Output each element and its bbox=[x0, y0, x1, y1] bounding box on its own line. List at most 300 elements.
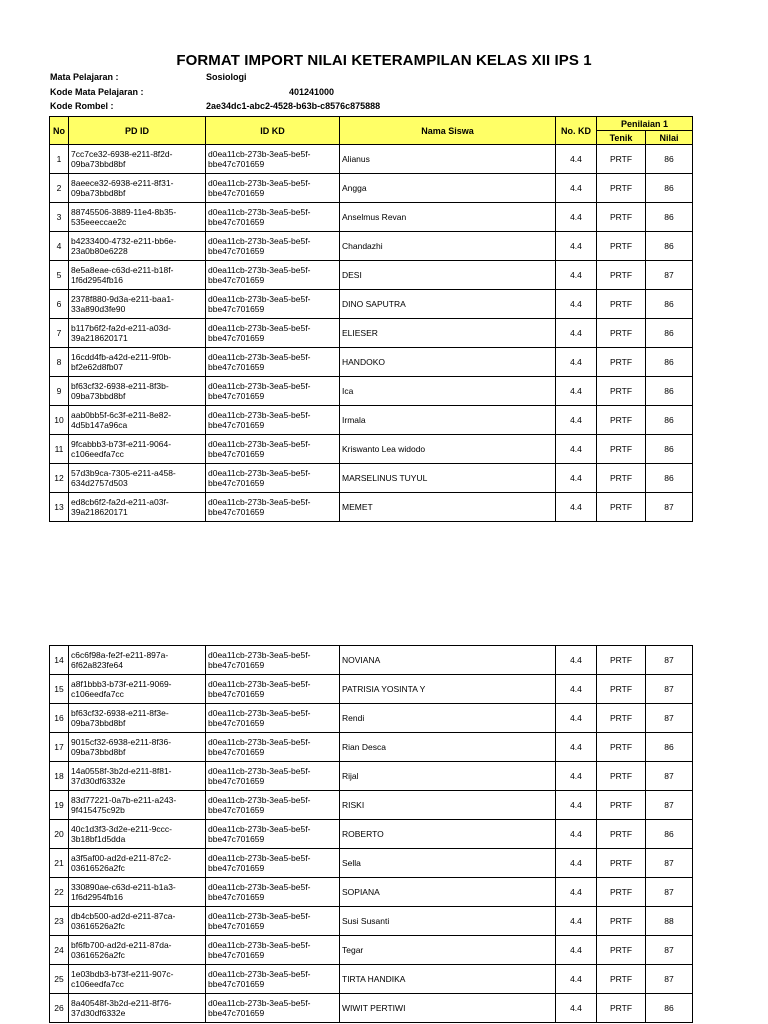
row-id-kd-line: d0ea11cb-273b-3ea5-be5f- bbox=[208, 294, 311, 304]
row-nilai: 86 bbox=[646, 145, 693, 174]
row-id-kd-line: d0ea11cb-273b-3ea5-be5f- bbox=[208, 352, 311, 362]
header-nama-siswa: Nama Siswa bbox=[340, 117, 556, 145]
row-pd-id bbox=[69, 733, 206, 762]
row-teknik: PRTF bbox=[597, 762, 646, 791]
row-no: 2 bbox=[50, 174, 69, 203]
row-pd-id-line: 03616526a2fc bbox=[71, 950, 125, 960]
row-pd-id-line: bf63cf32-6938-e211-8f3b- bbox=[71, 381, 169, 391]
row-teknik: PRTF bbox=[597, 435, 646, 464]
row-no-kd: 4.4 bbox=[556, 435, 597, 464]
row-nama-siswa: Rian Desca bbox=[340, 733, 556, 762]
row-id-kd-line: bbe47c701659 bbox=[208, 979, 265, 989]
row-id-kd bbox=[206, 232, 340, 261]
row-no: 6 bbox=[50, 290, 69, 319]
row-pd-id-line: 330890ae-c63d-e211-b1a3- bbox=[71, 882, 176, 892]
row-pd-id-line: b117b6f2-fa2d-e211-a03d- bbox=[71, 323, 171, 333]
row-nama-siswa: Irmala bbox=[340, 406, 556, 435]
row-id-kd-line: bbe47c701659 bbox=[208, 188, 265, 198]
row-no-kd: 4.4 bbox=[556, 733, 597, 762]
row-nilai: 87 bbox=[646, 791, 693, 820]
row-no: 3 bbox=[50, 203, 69, 232]
row-no-kd: 4.4 bbox=[556, 762, 597, 791]
row-no: 11 bbox=[50, 435, 69, 464]
row-pd-id bbox=[69, 232, 206, 261]
row-id-kd-line: bbe47c701659 bbox=[208, 420, 265, 430]
table-row bbox=[50, 406, 693, 435]
table-row bbox=[50, 464, 693, 493]
row-no: 4 bbox=[50, 232, 69, 261]
row-id-kd-line: d0ea11cb-273b-3ea5-be5f- bbox=[208, 940, 311, 950]
row-nilai: 86 bbox=[646, 406, 693, 435]
row-pd-id bbox=[69, 319, 206, 348]
row-id-kd bbox=[206, 762, 340, 791]
row-pd-id bbox=[69, 145, 206, 174]
row-nilai: 86 bbox=[646, 232, 693, 261]
row-nilai: 87 bbox=[646, 965, 693, 994]
row-pd-id-line: 9015cf32-6938-e211-8f36- bbox=[71, 737, 172, 747]
row-id-kd-line: d0ea11cb-273b-3ea5-be5f- bbox=[208, 265, 311, 275]
row-no-kd: 4.4 bbox=[556, 203, 597, 232]
row-id-kd bbox=[206, 646, 340, 675]
row-pd-id bbox=[69, 849, 206, 878]
row-id-kd-line: d0ea11cb-273b-3ea5-be5f- bbox=[208, 795, 311, 805]
row-id-kd bbox=[206, 203, 340, 232]
row-no-kd: 4.4 bbox=[556, 348, 597, 377]
row-id-kd-line: bbe47c701659 bbox=[208, 660, 265, 670]
row-no: 7 bbox=[50, 319, 69, 348]
row-nama-siswa: HANDOKO bbox=[340, 348, 556, 377]
row-nilai: 87 bbox=[646, 878, 693, 907]
table-row bbox=[50, 878, 693, 907]
row-nilai: 86 bbox=[646, 733, 693, 762]
row-id-kd-line: bbe47c701659 bbox=[208, 449, 265, 459]
row-nama-siswa: PATRISIA YOSINTA Y bbox=[340, 675, 556, 704]
row-no-kd: 4.4 bbox=[556, 820, 597, 849]
row-teknik: PRTF bbox=[597, 965, 646, 994]
row-no: 25 bbox=[50, 965, 69, 994]
row-teknik: PRTF bbox=[597, 174, 646, 203]
table-row bbox=[50, 791, 693, 820]
row-id-kd-line: bbe47c701659 bbox=[208, 950, 265, 960]
row-pd-id-line: db4cb500-ad2d-e211-87ca- bbox=[71, 911, 176, 921]
row-id-kd bbox=[206, 145, 340, 174]
row-id-kd bbox=[206, 377, 340, 406]
row-nilai: 86 bbox=[646, 994, 693, 1023]
row-id-kd bbox=[206, 435, 340, 464]
row-id-kd-line: d0ea11cb-273b-3ea5-be5f- bbox=[208, 381, 311, 391]
row-pd-id bbox=[69, 762, 206, 791]
row-teknik: PRTF bbox=[597, 377, 646, 406]
header-pd-id: PD ID bbox=[69, 117, 206, 145]
row-no-kd: 4.4 bbox=[556, 464, 597, 493]
row-id-kd-line: bbe47c701659 bbox=[208, 747, 265, 757]
row-no-kd: 4.4 bbox=[556, 406, 597, 435]
row-no: 22 bbox=[50, 878, 69, 907]
table-row bbox=[50, 849, 693, 878]
row-id-kd-line: d0ea11cb-273b-3ea5-be5f- bbox=[208, 679, 311, 689]
row-pd-id bbox=[69, 348, 206, 377]
row-no: 14 bbox=[50, 646, 69, 675]
row-pd-id-line: 03616526a2fc bbox=[71, 921, 125, 931]
row-id-kd bbox=[206, 704, 340, 733]
row-pd-id-line: 7cc7ce32-6938-e211-8f2d- bbox=[71, 149, 173, 159]
row-no-kd: 4.4 bbox=[556, 261, 597, 290]
row-pd-id-line: bf63cf32-6938-e211-8f3e- bbox=[71, 708, 169, 718]
row-pd-id-line: 14a0558f-3b2d-e211-8f81- bbox=[71, 766, 172, 776]
row-nilai: 87 bbox=[646, 849, 693, 878]
mapel-label: Mata Pelajaran : bbox=[50, 72, 119, 82]
row-nama-siswa: Rijal bbox=[340, 762, 556, 791]
row-id-kd bbox=[206, 791, 340, 820]
row-id-kd bbox=[206, 849, 340, 878]
row-pd-id bbox=[69, 435, 206, 464]
table-row bbox=[50, 174, 693, 203]
row-no-kd: 4.4 bbox=[556, 791, 597, 820]
row-pd-id bbox=[69, 936, 206, 965]
row-id-kd bbox=[206, 994, 340, 1023]
row-id-kd bbox=[206, 965, 340, 994]
table-row bbox=[50, 994, 693, 1023]
row-pd-id-line: 8e5a8eae-c63d-e211-b18f- bbox=[71, 265, 174, 275]
row-pd-id-line: aab0bb5f-6c3f-e211-8e82- bbox=[71, 410, 172, 420]
row-no-kd: 4.4 bbox=[556, 290, 597, 319]
row-id-kd bbox=[206, 174, 340, 203]
row-no-kd: 4.4 bbox=[556, 675, 597, 704]
grades-table-page-1 bbox=[49, 116, 693, 522]
table-row bbox=[50, 232, 693, 261]
row-no: 13 bbox=[50, 493, 69, 522]
row-id-kd-line: bbe47c701659 bbox=[208, 478, 265, 488]
row-nama-siswa: Susi Susanti bbox=[340, 907, 556, 936]
table-row bbox=[50, 646, 693, 675]
table-row bbox=[50, 762, 693, 791]
row-no: 19 bbox=[50, 791, 69, 820]
row-nilai: 87 bbox=[646, 261, 693, 290]
row-teknik: PRTF bbox=[597, 791, 646, 820]
table-row bbox=[50, 907, 693, 936]
row-id-kd-line: d0ea11cb-273b-3ea5-be5f- bbox=[208, 737, 311, 747]
row-pd-id bbox=[69, 406, 206, 435]
row-id-kd-line: bbe47c701659 bbox=[208, 863, 265, 873]
row-nilai: 87 bbox=[646, 936, 693, 965]
table-row bbox=[50, 290, 693, 319]
row-nilai: 87 bbox=[646, 675, 693, 704]
row-id-kd bbox=[206, 319, 340, 348]
row-id-kd-line: d0ea11cb-273b-3ea5-be5f- bbox=[208, 998, 311, 1008]
row-nilai: 86 bbox=[646, 377, 693, 406]
kode-mapel-label: Kode Mata Pelajaran : bbox=[50, 87, 144, 97]
row-nama-siswa: Tegar bbox=[340, 936, 556, 965]
row-nilai: 86 bbox=[646, 435, 693, 464]
row-nama-siswa: Chandazhi bbox=[340, 232, 556, 261]
table-row bbox=[50, 965, 693, 994]
row-id-kd-line: d0ea11cb-273b-3ea5-be5f- bbox=[208, 824, 311, 834]
row-id-kd-line: bbe47c701659 bbox=[208, 805, 265, 815]
row-id-kd bbox=[206, 936, 340, 965]
row-id-kd-line: d0ea11cb-273b-3ea5-be5f- bbox=[208, 439, 311, 449]
row-pd-id-line: c6c6f98a-fe2f-e211-897a- bbox=[71, 650, 169, 660]
row-pd-id bbox=[69, 174, 206, 203]
row-nama-siswa: NOVIANA bbox=[340, 646, 556, 675]
row-pd-id bbox=[69, 704, 206, 733]
row-id-kd bbox=[206, 348, 340, 377]
row-no: 21 bbox=[50, 849, 69, 878]
row-pd-id-line: 03616526a2fc bbox=[71, 863, 125, 873]
row-pd-id-line: c106eedfa7cc bbox=[71, 979, 124, 989]
row-id-kd bbox=[206, 493, 340, 522]
row-id-kd-line: bbe47c701659 bbox=[208, 718, 265, 728]
row-pd-id-line: 8a40548f-3b2d-e211-8f76- bbox=[71, 998, 172, 1008]
row-id-kd bbox=[206, 261, 340, 290]
row-pd-id bbox=[69, 820, 206, 849]
row-pd-id-line: 634d2757d503 bbox=[71, 478, 128, 488]
row-teknik: PRTF bbox=[597, 849, 646, 878]
header-penilaian: Penilaian 1 bbox=[597, 117, 693, 131]
row-id-kd bbox=[206, 907, 340, 936]
page-title: FORMAT IMPORT NILAI KETERAMPILAN KELAS XII IPS 1 bbox=[176, 52, 592, 69]
row-id-kd-line: bbe47c701659 bbox=[208, 217, 265, 227]
row-no-kd: 4.4 bbox=[556, 965, 597, 994]
row-nilai: 86 bbox=[646, 203, 693, 232]
table-row bbox=[50, 733, 693, 762]
row-id-kd bbox=[206, 878, 340, 907]
table-row bbox=[50, 348, 693, 377]
row-no: 8 bbox=[50, 348, 69, 377]
row-no: 5 bbox=[50, 261, 69, 290]
row-id-kd-line: bbe47c701659 bbox=[208, 776, 265, 786]
row-nama-siswa: Ica bbox=[340, 377, 556, 406]
row-no-kd: 4.4 bbox=[556, 994, 597, 1023]
row-no-kd: 4.4 bbox=[556, 232, 597, 261]
row-id-kd-line: d0ea11cb-273b-3ea5-be5f- bbox=[208, 178, 311, 188]
row-id-kd bbox=[206, 675, 340, 704]
row-no-kd: 4.4 bbox=[556, 849, 597, 878]
row-pd-id-line: 37d30df6332e bbox=[71, 1008, 126, 1018]
row-teknik: PRTF bbox=[597, 232, 646, 261]
row-no: 15 bbox=[50, 675, 69, 704]
row-pd-id-line: 09ba73bbd8bf bbox=[71, 391, 126, 401]
row-pd-id-line: 23a0b80e6228 bbox=[71, 246, 128, 256]
row-nama-siswa: Sella bbox=[340, 849, 556, 878]
row-nilai: 88 bbox=[646, 907, 693, 936]
row-id-kd-line: d0ea11cb-273b-3ea5-be5f- bbox=[208, 911, 311, 921]
rombel-value: 2ae34dc1-abc2-4528-b63b-c8576c875888 bbox=[206, 101, 381, 111]
mapel-value: Sosiologi bbox=[206, 72, 247, 82]
row-pd-id bbox=[69, 493, 206, 522]
row-pd-id bbox=[69, 261, 206, 290]
row-pd-id-line: 1f6d2954fb16 bbox=[71, 892, 123, 902]
row-id-kd-line: bbe47c701659 bbox=[208, 921, 265, 931]
row-pd-id bbox=[69, 994, 206, 1023]
row-no-kd: 4.4 bbox=[556, 493, 597, 522]
row-pd-id-line: 4d5b147a96ca bbox=[71, 420, 128, 430]
row-no-kd: 4.4 bbox=[556, 704, 597, 733]
row-nama-siswa: SOPIANA bbox=[340, 878, 556, 907]
row-no: 12 bbox=[50, 464, 69, 493]
row-id-kd-line: d0ea11cb-273b-3ea5-be5f- bbox=[208, 497, 311, 507]
table-row bbox=[50, 675, 693, 704]
row-no: 20 bbox=[50, 820, 69, 849]
row-nama-siswa: RISKI bbox=[340, 791, 556, 820]
row-nama-siswa: MEMET bbox=[340, 493, 556, 522]
header-teknik: Tenik bbox=[597, 131, 646, 145]
row-id-kd-line: bbe47c701659 bbox=[208, 275, 265, 285]
row-id-kd-line: bbe47c701659 bbox=[208, 689, 265, 699]
row-nilai: 86 bbox=[646, 820, 693, 849]
row-id-kd-line: d0ea11cb-273b-3ea5-be5f- bbox=[208, 468, 311, 478]
row-pd-id-line: 9fcabbb3-b73f-e211-9064- bbox=[71, 439, 172, 449]
row-pd-id bbox=[69, 675, 206, 704]
row-pd-id-line: a8f1bbb3-b73f-e211-9069- bbox=[71, 679, 172, 689]
row-teknik: PRTF bbox=[597, 704, 646, 733]
row-nama-siswa: ELIESER bbox=[340, 319, 556, 348]
row-id-kd bbox=[206, 290, 340, 319]
kode-mapel-value: 401241000 bbox=[289, 87, 335, 97]
row-teknik: PRTF bbox=[597, 145, 646, 174]
table-row bbox=[50, 936, 693, 965]
row-pd-id-line: 3b18bf1d5dda bbox=[71, 834, 126, 844]
row-no: 17 bbox=[50, 733, 69, 762]
row-pd-id-line: bf2e62d8fb07 bbox=[71, 362, 123, 372]
row-id-kd-line: d0ea11cb-273b-3ea5-be5f- bbox=[208, 410, 311, 420]
row-nilai: 87 bbox=[646, 493, 693, 522]
row-no: 10 bbox=[50, 406, 69, 435]
row-pd-id-line: bf6fb700-ad2d-e211-87da- bbox=[71, 940, 172, 950]
row-pd-id-line: 83d77221-0a7b-e211-a243- bbox=[71, 795, 177, 805]
table-row bbox=[50, 435, 693, 464]
row-no-kd: 4.4 bbox=[556, 907, 597, 936]
row-id-kd-line: d0ea11cb-273b-3ea5-be5f- bbox=[208, 969, 311, 979]
row-pd-id-line: 2378f880-9d3a-e211-baa1- bbox=[71, 294, 174, 304]
table-row bbox=[50, 704, 693, 733]
row-nama-siswa: Alianus bbox=[340, 145, 556, 174]
row-teknik: PRTF bbox=[597, 878, 646, 907]
row-pd-id-line: 535eeeccae2c bbox=[71, 217, 127, 227]
table-row bbox=[50, 319, 693, 348]
row-teknik: PRTF bbox=[597, 820, 646, 849]
row-pd-id bbox=[69, 878, 206, 907]
row-nama-siswa: Angga bbox=[340, 174, 556, 203]
row-teknik: PRTF bbox=[597, 675, 646, 704]
row-nama-siswa: MARSELINUS TUYUL bbox=[340, 464, 556, 493]
row-teknik: PRTF bbox=[597, 907, 646, 936]
row-pd-id bbox=[69, 464, 206, 493]
row-id-kd bbox=[206, 733, 340, 762]
row-id-kd-line: d0ea11cb-273b-3ea5-be5f- bbox=[208, 149, 311, 159]
row-nama-siswa: DINO SAPUTRA bbox=[340, 290, 556, 319]
row-nilai: 86 bbox=[646, 290, 693, 319]
header-id-kd: ID KD bbox=[206, 117, 340, 145]
row-no-kd: 4.4 bbox=[556, 878, 597, 907]
row-id-kd-line: bbe47c701659 bbox=[208, 892, 265, 902]
row-no-kd: 4.4 bbox=[556, 936, 597, 965]
row-id-kd bbox=[206, 820, 340, 849]
row-pd-id-line: b4233400-4732-e211-bb6e- bbox=[71, 236, 177, 246]
row-pd-id-line: 57d3b9ca-7305-e211-a458- bbox=[71, 468, 176, 478]
row-teknik: PRTF bbox=[597, 733, 646, 762]
row-id-kd-line: bbe47c701659 bbox=[208, 834, 265, 844]
row-teknik: PRTF bbox=[597, 406, 646, 435]
row-teknik: PRTF bbox=[597, 261, 646, 290]
rombel-label: Kode Rombel : bbox=[50, 101, 114, 111]
row-pd-id-line: 16cdd4fb-a42d-e211-9f0b- bbox=[71, 352, 172, 362]
row-id-kd-line: bbe47c701659 bbox=[208, 362, 265, 372]
row-pd-id-line: 1f6d2954fb16 bbox=[71, 275, 123, 285]
row-nilai: 87 bbox=[646, 704, 693, 733]
row-id-kd-line: bbe47c701659 bbox=[208, 507, 265, 517]
row-pd-id bbox=[69, 377, 206, 406]
row-id-kd-line: bbe47c701659 bbox=[208, 159, 265, 169]
row-nilai: 86 bbox=[646, 348, 693, 377]
row-no-kd: 4.4 bbox=[556, 377, 597, 406]
row-pd-id-line: 9f415475c92b bbox=[71, 805, 125, 815]
row-pd-id bbox=[69, 965, 206, 994]
row-pd-id-line: 09ba73bbd8bf bbox=[71, 188, 126, 198]
row-id-kd-line: d0ea11cb-273b-3ea5-be5f- bbox=[208, 650, 311, 660]
row-teknik: PRTF bbox=[597, 994, 646, 1023]
row-no: 1 bbox=[50, 145, 69, 174]
row-id-kd-line: bbe47c701659 bbox=[208, 333, 265, 343]
row-id-kd-line: d0ea11cb-273b-3ea5-be5f- bbox=[208, 236, 311, 246]
header-nilai: Nilai bbox=[646, 131, 693, 145]
table-row bbox=[50, 203, 693, 232]
row-id-kd-line: d0ea11cb-273b-3ea5-be5f- bbox=[208, 766, 311, 776]
row-pd-id-line: c106eedfa7cc bbox=[71, 689, 124, 699]
row-pd-id-line: 33a890d3fe90 bbox=[71, 304, 126, 314]
row-teknik: PRTF bbox=[597, 464, 646, 493]
row-teknik: PRTF bbox=[597, 290, 646, 319]
row-id-kd-line: d0ea11cb-273b-3ea5-be5f- bbox=[208, 882, 311, 892]
table-row bbox=[50, 145, 693, 174]
row-nilai: 87 bbox=[646, 646, 693, 675]
row-pd-id bbox=[69, 791, 206, 820]
row-nilai: 86 bbox=[646, 464, 693, 493]
row-no: 26 bbox=[50, 994, 69, 1023]
row-no: 16 bbox=[50, 704, 69, 733]
row-nama-siswa: WIWIT PERTIWI bbox=[340, 994, 556, 1023]
row-id-kd-line: d0ea11cb-273b-3ea5-be5f- bbox=[208, 207, 311, 217]
row-pd-id-line: c106eedfa7cc bbox=[71, 449, 124, 459]
row-pd-id-line: 37d30df6332e bbox=[71, 776, 126, 786]
row-teknik: PRTF bbox=[597, 493, 646, 522]
header-no-kd: No. KD bbox=[556, 117, 597, 145]
row-no: 9 bbox=[50, 377, 69, 406]
row-nilai: 87 bbox=[646, 762, 693, 791]
row-nilai: 86 bbox=[646, 174, 693, 203]
table-row bbox=[50, 493, 693, 522]
row-id-kd-line: bbe47c701659 bbox=[208, 304, 265, 314]
row-teknik: PRTF bbox=[597, 646, 646, 675]
row-id-kd-line: d0ea11cb-273b-3ea5-be5f- bbox=[208, 853, 311, 863]
row-no: 24 bbox=[50, 936, 69, 965]
row-no-kd: 4.4 bbox=[556, 145, 597, 174]
row-pd-id bbox=[69, 646, 206, 675]
table-row bbox=[50, 261, 693, 290]
row-id-kd-line: d0ea11cb-273b-3ea5-be5f- bbox=[208, 708, 311, 718]
row-pd-id-line: 88745506-3889-11e4-8b35- bbox=[71, 207, 177, 217]
row-nilai: 86 bbox=[646, 319, 693, 348]
row-pd-id-line: 6f62a823fe64 bbox=[71, 660, 123, 670]
row-pd-id-line: 8aeece32-6938-e211-8f31- bbox=[71, 178, 174, 188]
row-pd-id-line: 40c1d3f3-3d2e-e211-9ccc- bbox=[71, 824, 172, 834]
row-pd-id-line: 39a218620171 bbox=[71, 333, 128, 343]
row-id-kd-line: d0ea11cb-273b-3ea5-be5f- bbox=[208, 323, 311, 333]
row-pd-id-line: 09ba73bbd8bf bbox=[71, 747, 126, 757]
row-teknik: PRTF bbox=[597, 936, 646, 965]
row-teknik: PRTF bbox=[597, 203, 646, 232]
row-nama-siswa: DESI bbox=[340, 261, 556, 290]
header-no: No bbox=[50, 117, 69, 145]
